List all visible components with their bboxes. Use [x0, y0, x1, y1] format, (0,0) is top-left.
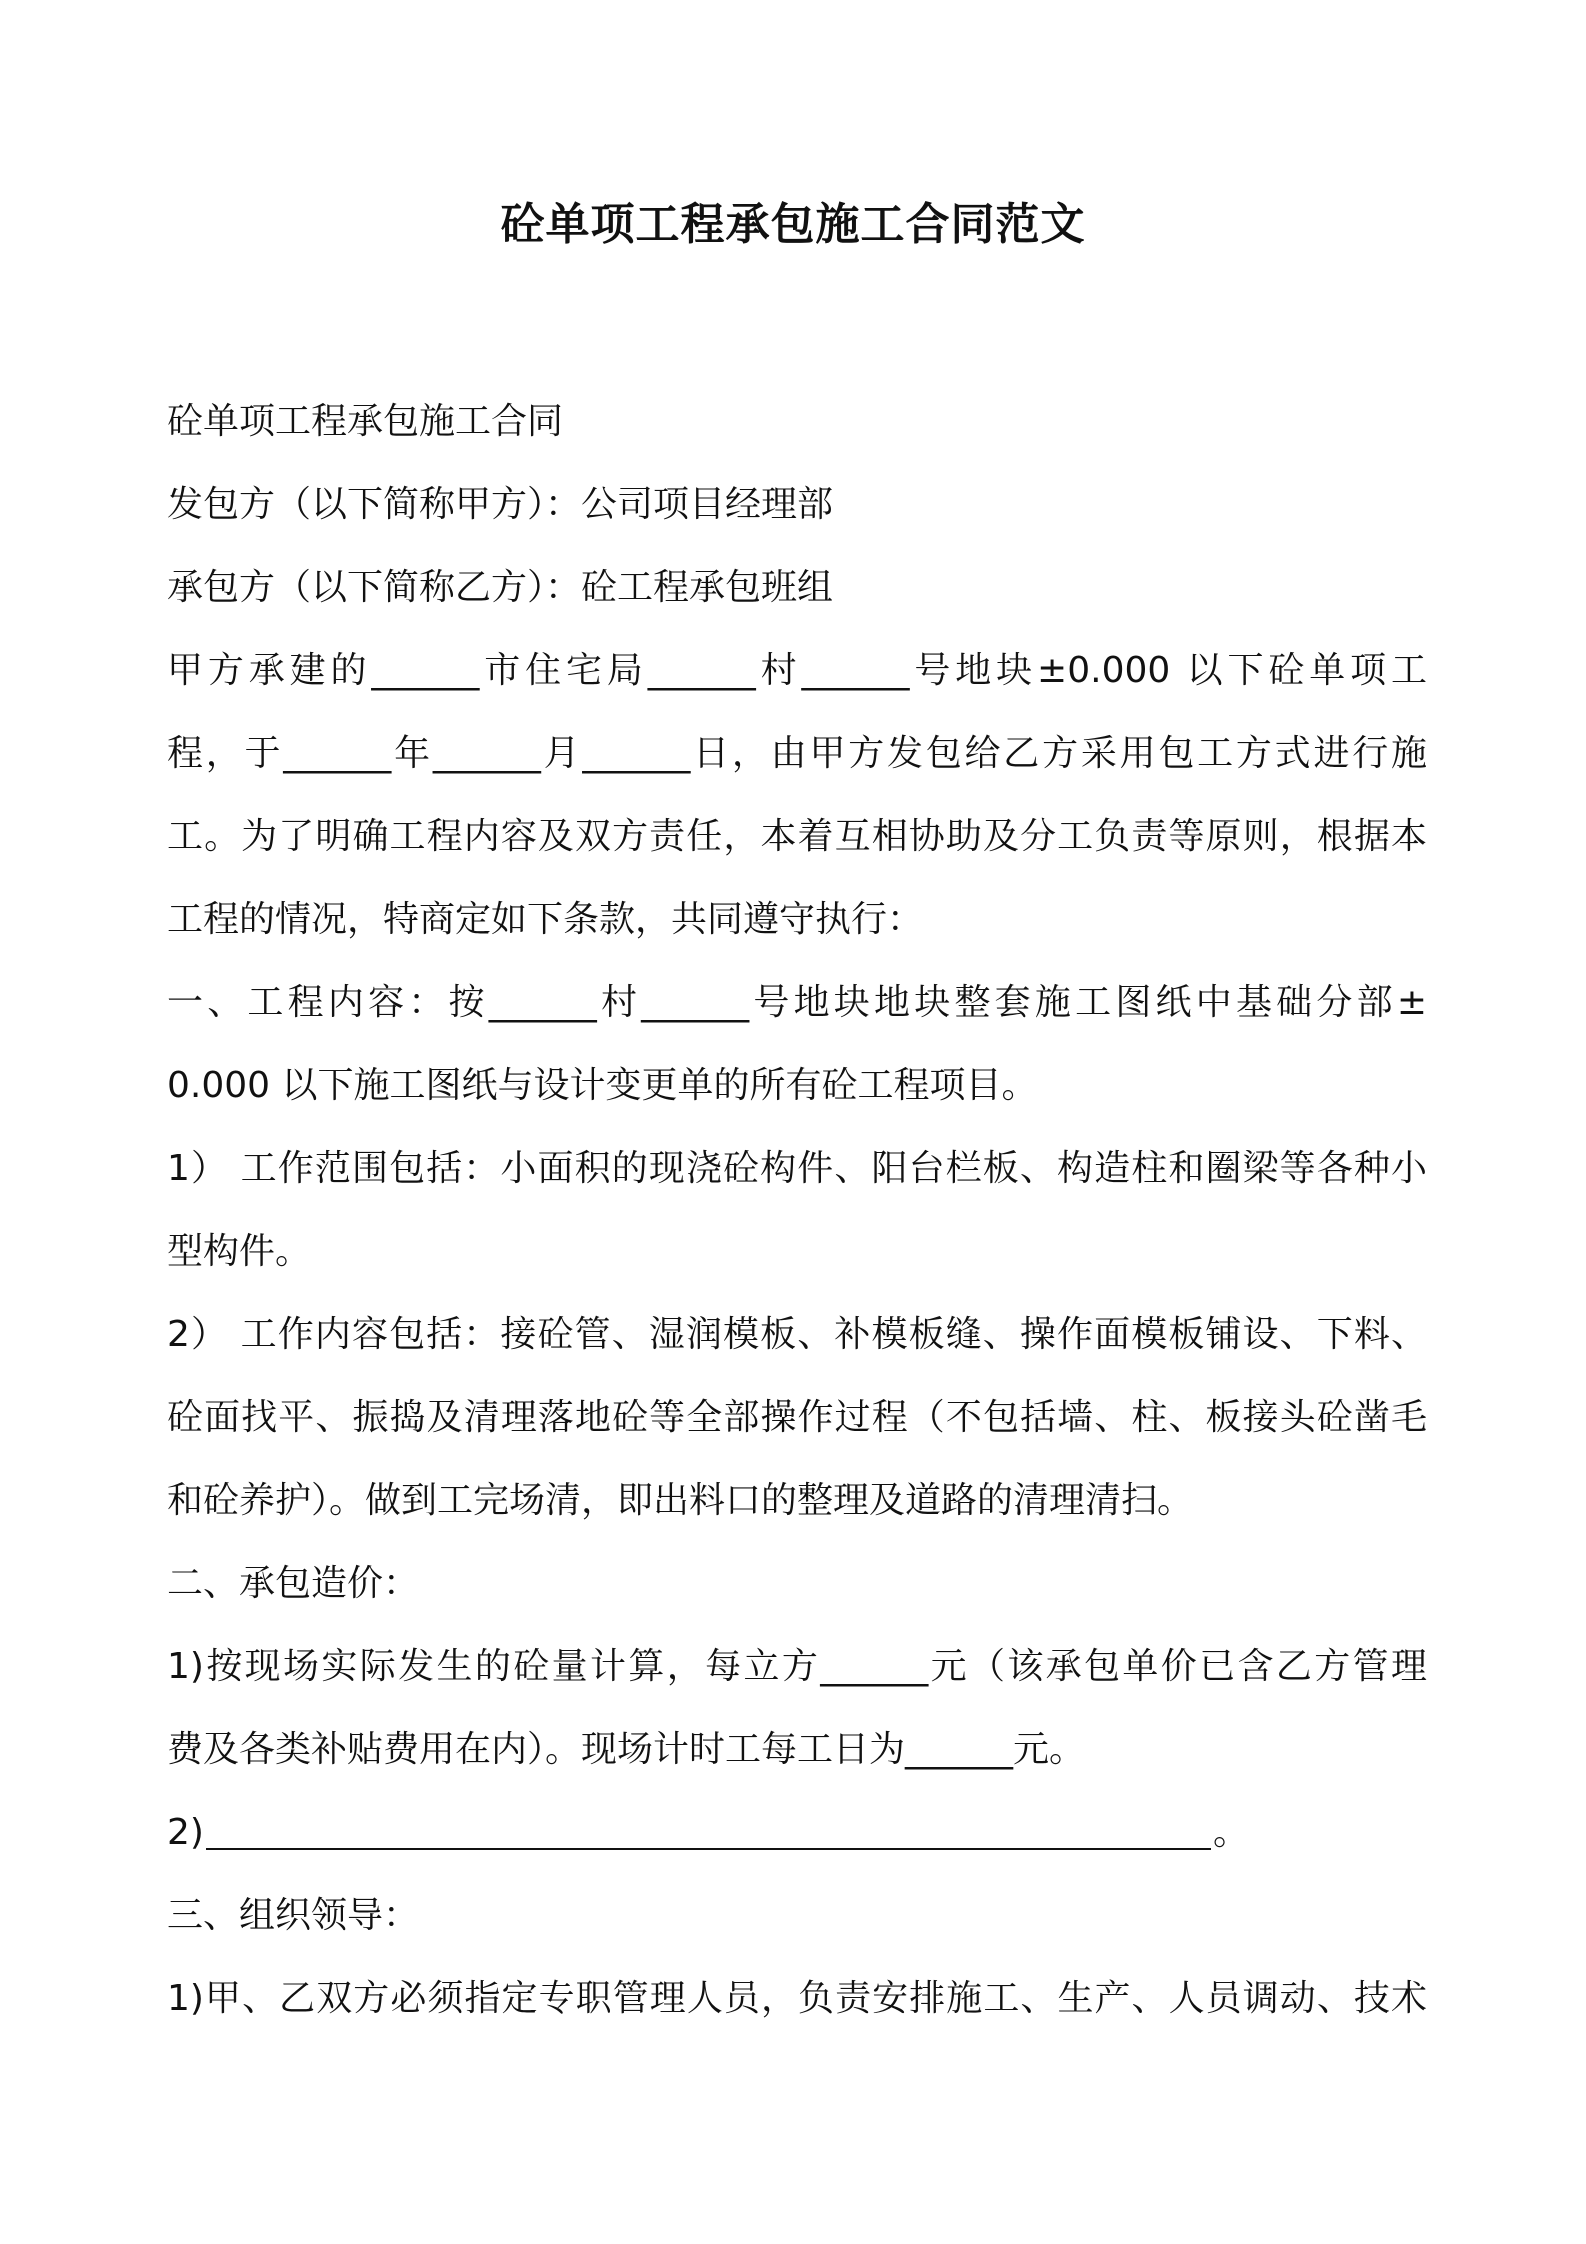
price-item-2: [167, 1791, 1427, 1874]
work-item-line-2: 砼面找平、振捣及清理落地砼等全部操作过程（不包括墙、柱、板接头砼凿毛: [167, 1397, 1427, 1438]
document-body: [167, 380, 1427, 2040]
intro-line-2: 程，于______年______月______日，由甲方发包给乙方采用包工方式进行施: [167, 733, 1427, 774]
work-item-line-1: 2） 工作内容包括：接砼管、湿润模板、补模板缝、操作面模板铺设、下料、: [167, 1314, 1427, 1355]
party-b-line: 承包方（以下简称乙方）：砼工程承包班组: [167, 567, 834, 608]
contract-heading: 砼单项工程承包施工合同: [167, 401, 564, 442]
price-item-line-1: 1)按现场实际发生的砼量计算，每立方______元（该承包单价已含乙方管理: [167, 1646, 1427, 1687]
price-item-2-suffix: 。: [1212, 1812, 1249, 1853]
scope-item-line-1: 1） 工作范围包括：小面积的现浇砼构件、阳台栏板、构造柱和圈梁等各种小: [167, 1148, 1427, 1189]
scope-item-line-2: 型构件。: [167, 1231, 312, 1272]
org-item-line-1: 1)甲、乙双方必须指定专职管理人员，负责安排施工、生产、人员调动、技术: [167, 1978, 1427, 2019]
document-title: 砼单项工程承包施工合同范文: [500, 199, 1086, 250]
section-1-line-2: 0.000 以下施工图纸与设计变更单的所有砼工程项目。: [167, 1065, 1038, 1106]
price-item-2-prefix: 2): [167, 1812, 204, 1853]
section-1-line-1: 一、工程内容：按______村______号地块地块整套施工图纸中基础分部±: [167, 982, 1427, 1023]
intro-line-4: 工程的情况，特商定如下条款，共同遵守执行：: [167, 899, 924, 940]
work-item-line-3: 和砼养护）。做到工完场清，即出料口的整理及道路的清理清扫。: [167, 1480, 1194, 1521]
intro-line-3: 工。为了明确工程内容及双方责任，本着互相协助及分工负责等原则，根据本: [167, 816, 1427, 857]
section-3-heading: 三、组织领导：: [167, 1895, 420, 1936]
fill-in-blank[interactable]: [206, 1808, 1211, 1850]
party-a-line: 发包方（以下简称甲方）：公司项目经理部: [167, 484, 834, 525]
price-item-line-2: 费及各类补贴费用在内）。现场计时工每工日为______元。: [167, 1729, 1086, 1770]
intro-line-1: 甲方承建的______市住宅局______村______号地块±0.000 以下砼单项工: [167, 650, 1427, 691]
section-2-heading: 二、承包造价：: [167, 1563, 420, 1604]
